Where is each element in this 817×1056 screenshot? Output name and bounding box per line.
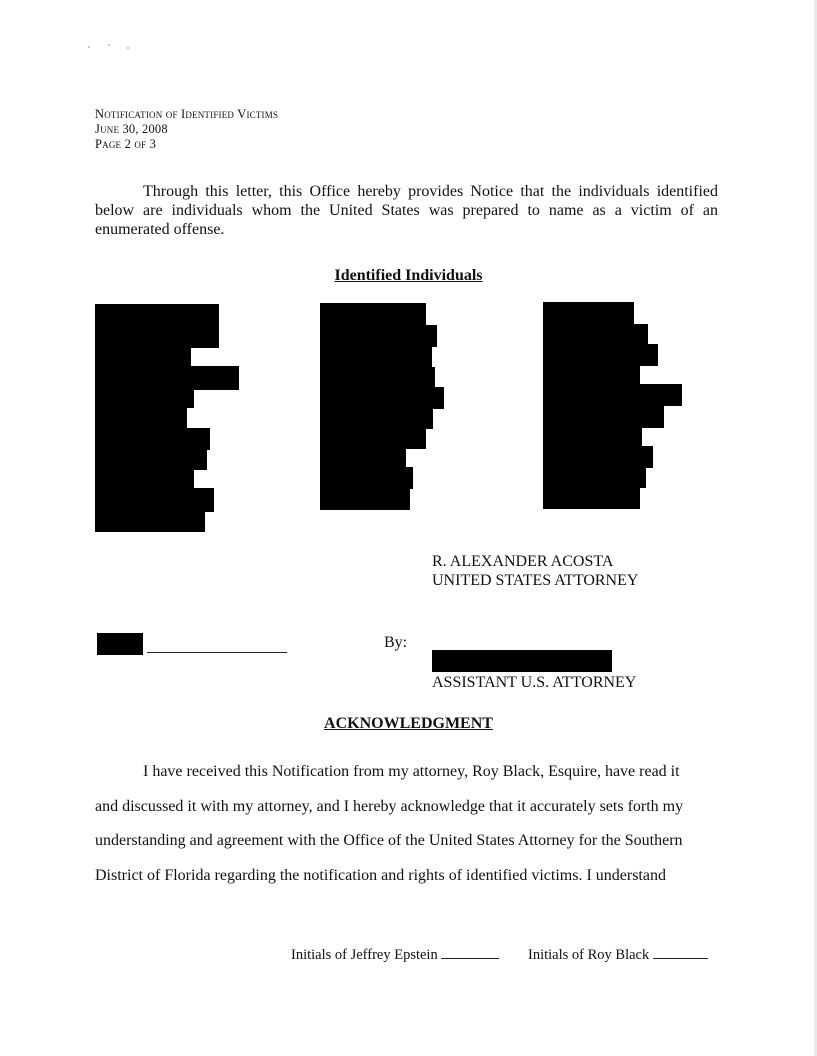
redaction-block [543,302,634,324]
acknowledgment-line: I have received this Notification from my attorney, Roy Black, Esquire, have read it [143,763,680,780]
header-date: June 30, 2008 [95,122,168,136]
acknowledgment-heading: ACKNOWLEDGMENT [324,715,493,732]
assistant-us-attorney-title: ASSISTANT U.S. ATTORNEY [432,674,637,691]
intro-paragraph: Through this letter, this Office hereby provides Notice that the individuals identified below are individuals whom the United States was prepared to name as a victim of an enumerated offense. [95,183,718,238]
acknowledgment-line: District of Florida regarding the notification and rights of identified victims. I understand [95,866,666,884]
initials-epstein-label: Initials of Jeffrey Epstein [291,947,438,963]
redaction-block [95,512,205,532]
redaction-block [95,348,191,366]
redaction-block [320,325,437,347]
redaction-block [543,446,653,468]
redaction-block [543,428,642,446]
us-attorney-name: R. ALEXANDER ACOSTA [432,553,614,570]
initials-black-blank [653,957,708,959]
redaction-block [320,387,444,409]
redaction-block [95,304,219,348]
redaction-block [320,367,435,387]
acknowledgment-paragraph [95,755,724,893]
scan-speck [108,44,110,46]
initials-black [528,947,708,964]
header-title: Notification of Identified Victims [95,107,279,121]
redaction-block [95,450,207,470]
redaction-block [543,384,682,406]
redaction-block [320,347,432,367]
redaction-block [95,366,239,390]
redaction-block [320,467,413,489]
initials-epstein-blank [441,957,499,959]
redaction-block [95,428,210,450]
redaction-block [320,409,433,429]
redaction-block [320,429,426,449]
us-attorney-block [432,552,638,590]
scan-speck [88,46,90,48]
redaction-block [95,470,194,488]
redaction-block [95,408,187,428]
acknowledgment-line: and discussed it with my attorney, and I hereby acknowledge that it accurately sets forth my [95,797,684,815]
redaction-block [543,406,664,428]
redaction-block [543,468,646,488]
redaction-block [543,324,648,344]
identified-individuals-heading: Identified Individuals [334,267,483,284]
letter-header [95,107,278,152]
redaction-block [320,303,426,325]
redaction-block [95,488,214,512]
redaction-block [543,488,640,509]
redaction-block [320,449,406,467]
date-signature-line [147,652,287,653]
redaction-block [320,489,410,510]
us-attorney-title: UNITED STATES ATTORNEY [432,572,639,589]
header-page: Page 2 of 3 [95,137,157,151]
acknowledgment-line: understanding and agreement with the Office of the United States Attorney for the Southern [95,832,683,849]
by-label: By: [384,634,408,651]
scan-speck [127,47,129,49]
redaction-block [95,390,194,408]
initials-black-label: Initials of Roy Black [528,947,650,963]
redaction-block [543,344,658,366]
redacted-date [97,633,143,655]
redacted-signature [432,650,612,672]
initials-epstein [291,947,499,964]
redaction-block [543,366,640,384]
